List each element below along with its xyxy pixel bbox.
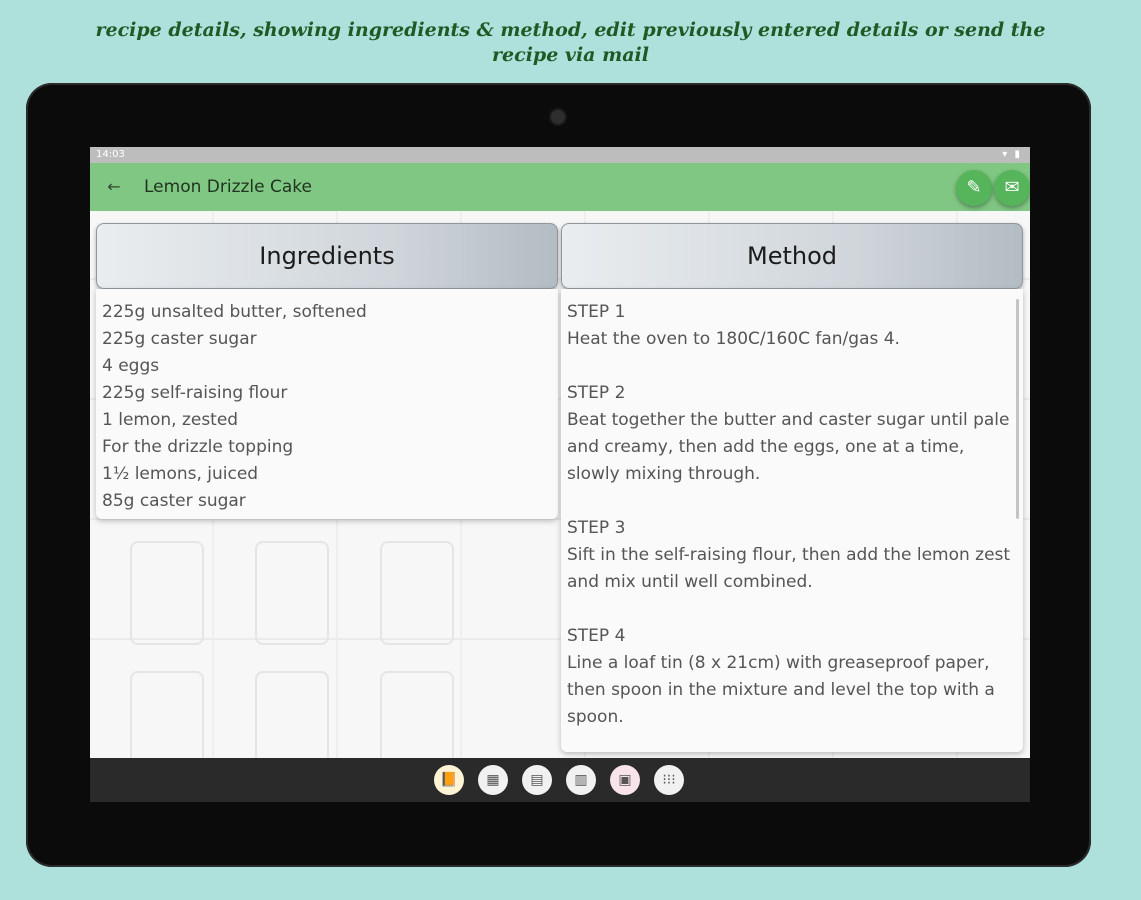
calculator-app-icon[interactable]: ▦: [478, 765, 508, 795]
ingredient-item: For the drizzle topping: [102, 437, 294, 457]
recipe-book-doodle: [130, 541, 204, 645]
recipe-book-doodle: [255, 541, 329, 645]
status-icons: ▾ ▮: [1002, 149, 1022, 160]
recipe-title: Lemon Drizzle Cake: [144, 177, 312, 197]
ingredients-card: [96, 289, 558, 519]
status-bar: [90, 147, 1030, 163]
taskbar: [90, 758, 1030, 802]
method-step: [567, 299, 1013, 353]
step-title: STEP 3: [567, 518, 626, 538]
app-bar: [90, 163, 1030, 211]
ingredient-item: 1½ lemons, juiced: [102, 464, 259, 484]
app-dock: [434, 765, 684, 795]
ingredients-list: [96, 289, 558, 515]
edit-recipe-button[interactable]: [956, 170, 992, 206]
caption-text: recipe details, showing ingredients & method, edit previously entered details or send the recipe via mail: [95, 19, 1046, 66]
method-step: [567, 623, 1013, 731]
method-card[interactable]: [561, 289, 1023, 752]
method-step: [567, 515, 1013, 596]
ingredient-item: 4 eggs: [102, 356, 160, 376]
back-arrow-icon[interactable]: ←: [107, 177, 121, 196]
ingredient-item: 85g caster sugar: [102, 491, 246, 511]
step-text: Sift in the self-raising flour, then add the lemon zest and mix until well combined.: [567, 545, 1011, 592]
ingredient-item: 225g unsalted butter, softened: [102, 302, 367, 322]
step-title: STEP 4: [567, 626, 626, 646]
recipe-app-icon[interactable]: 📙: [434, 765, 464, 795]
step-title: STEP 2: [567, 383, 626, 403]
method-scrollbar[interactable]: [1016, 299, 1019, 519]
ingredient-item: 225g self-raising flour: [102, 383, 288, 403]
app-drawer-icon[interactable]: ⁝⁝⁝: [654, 765, 684, 795]
gallery-app-icon[interactable]: ▣: [610, 765, 640, 795]
device-screen: [90, 147, 1030, 802]
camera-icon: [551, 110, 565, 124]
ingredient-item: 225g caster sugar: [102, 329, 257, 349]
status-time: 14:03: [96, 149, 125, 160]
promo-caption: [0, 18, 1141, 68]
method-step: [567, 380, 1013, 488]
ingredients-header: Ingredients: [96, 223, 558, 289]
pencil-icon: ✎: [966, 177, 982, 198]
step-text: Line a loaf tin (8 x 21cm) with greaseproof paper, then spoon in the mixture and level the top with a spoon.: [567, 653, 995, 727]
mail-icon: ✉: [1004, 177, 1020, 198]
mail-recipe-button[interactable]: [994, 170, 1030, 206]
recipe-book-doodle: [380, 541, 454, 645]
ingredient-item: 1 lemon, zested: [102, 410, 239, 430]
method-header: Method: [561, 223, 1023, 289]
notes-app-icon[interactable]: ▤: [522, 765, 552, 795]
step-text: Heat the oven to 180C/160C fan/gas 4.: [567, 329, 900, 349]
docs-app-icon[interactable]: ▥: [566, 765, 596, 795]
method-steps: [561, 289, 1023, 731]
step-title: STEP 1: [567, 302, 626, 322]
step-text: Beat together the butter and caster sugar until pale and creamy, then add the eggs, one at a time, slowly mixing through.: [567, 410, 1010, 484]
